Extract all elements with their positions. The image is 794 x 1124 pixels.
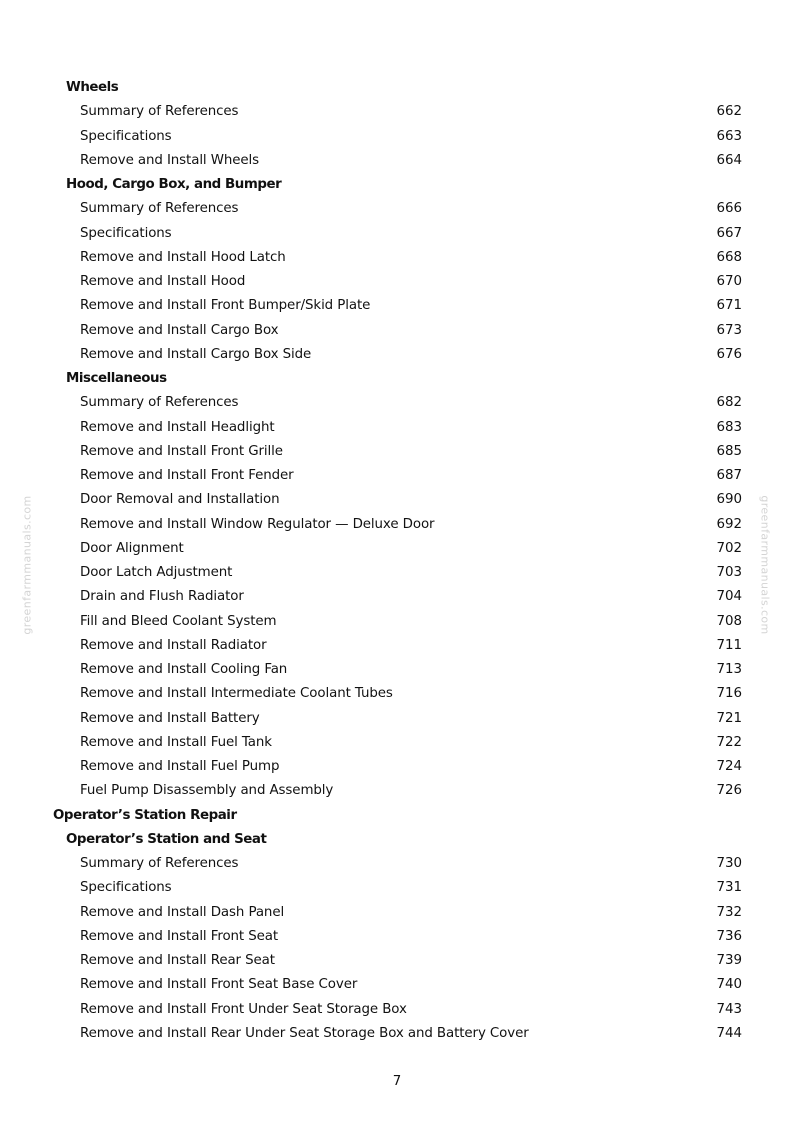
toc-entry[interactable] bbox=[0, 610, 794, 634]
toc-entry-page-number: 676 bbox=[716, 346, 742, 362]
toc-entry-title: Remove and Install Front Fender bbox=[80, 468, 294, 483]
toc-entry[interactable] bbox=[0, 973, 794, 997]
toc-entry-title: Summary of References bbox=[80, 201, 239, 217]
toc-entry[interactable] bbox=[0, 319, 794, 343]
toc-section-heading[interactable] bbox=[0, 828, 794, 852]
toc-entry[interactable] bbox=[0, 949, 794, 973]
toc-entry-title: Remove and Install Cooling Fan bbox=[80, 662, 288, 677]
toc-entry-title: Remove and Install Wheels bbox=[80, 152, 260, 168]
toc-entry-title: Fuel Pump Disassembly and Assembly bbox=[80, 783, 334, 799]
toc-section-heading[interactable] bbox=[0, 367, 794, 391]
toc-entry-page-number: 663 bbox=[716, 128, 742, 144]
watermark-right: greenfarmmanuals.com bbox=[758, 495, 772, 635]
toc-entry-page-number: 682 bbox=[716, 395, 742, 411]
toc-entry-title: Hood, Cargo Box, and Bumper bbox=[66, 177, 282, 192]
toc-entry-page-number: 704 bbox=[716, 589, 742, 605]
toc-entry[interactable] bbox=[0, 343, 794, 367]
toc-entry[interactable] bbox=[0, 634, 794, 658]
toc-entry-page-number: 702 bbox=[716, 540, 742, 556]
toc-entry[interactable] bbox=[0, 852, 794, 876]
toc-entry-title: Remove and Install Cargo Box bbox=[80, 322, 279, 338]
toc-entry[interactable] bbox=[0, 391, 794, 415]
toc-entry-page-number: 708 bbox=[716, 613, 742, 629]
toc-entry-page-number: 667 bbox=[716, 225, 742, 241]
toc-entry[interactable] bbox=[0, 513, 794, 537]
toc-entry-title: Summary of References bbox=[80, 104, 239, 120]
toc-entry[interactable] bbox=[0, 537, 794, 561]
toc-entry[interactable] bbox=[0, 731, 794, 755]
toc-entry-title: Operator’s Station and Seat bbox=[66, 831, 267, 847]
toc-entry[interactable] bbox=[0, 125, 794, 149]
toc-entry-title: Drain and Flush Radiator bbox=[80, 589, 244, 605]
toc-entry[interactable] bbox=[0, 100, 794, 124]
toc-entry[interactable] bbox=[0, 246, 794, 270]
toc-entry-page-number: 724 bbox=[716, 759, 742, 774]
toc-entry-page-number: 721 bbox=[716, 710, 742, 726]
toc-entry-title: Summary of References bbox=[80, 856, 239, 871]
toc-entry[interactable] bbox=[0, 416, 794, 440]
page-number: 7 bbox=[392, 1074, 402, 1089]
toc-entry-page-number: 711 bbox=[716, 637, 742, 653]
table-of-contents bbox=[0, 76, 794, 1046]
toc-entry-title: Remove and Install Dash Panel bbox=[80, 904, 285, 920]
toc-entry-title: Remove and Install Hood bbox=[80, 274, 246, 289]
toc-entry-page-number: 683 bbox=[716, 419, 742, 435]
toc-entry-title: Remove and Install Radiator bbox=[80, 637, 267, 653]
toc-entry-page-number: 713 bbox=[716, 662, 742, 677]
toc-entry[interactable] bbox=[0, 270, 794, 294]
toc-entry-title: Remove and Install Front Grille bbox=[80, 443, 283, 459]
toc-entry[interactable] bbox=[0, 779, 794, 803]
toc-entry[interactable] bbox=[0, 658, 794, 682]
toc-entry-page-number: 703 bbox=[716, 565, 742, 580]
toc-entry-title: Remove and Install Battery bbox=[80, 710, 260, 726]
toc-chapter-heading[interactable] bbox=[0, 804, 794, 828]
toc-entry[interactable] bbox=[0, 755, 794, 779]
toc-entry-page-number: 726 bbox=[716, 783, 742, 799]
toc-entry[interactable] bbox=[0, 222, 794, 246]
toc-entry-page-number: 730 bbox=[716, 856, 742, 871]
toc-entry-page-number: 739 bbox=[716, 953, 742, 968]
toc-entry[interactable] bbox=[0, 901, 794, 925]
toc-entry-page-number: 690 bbox=[716, 492, 742, 508]
toc-entry[interactable] bbox=[0, 1022, 794, 1046]
toc-entry[interactable] bbox=[0, 488, 794, 512]
toc-entry-title: Remove and Install Fuel Tank bbox=[80, 734, 272, 750]
toc-section-heading[interactable] bbox=[0, 76, 794, 100]
toc-entry-title: Remove and Install Window Regulator — Deluxe Door bbox=[80, 516, 435, 532]
toc-entry-page-number: 664 bbox=[716, 152, 742, 168]
toc-entry-title: Miscellaneous bbox=[66, 371, 167, 386]
toc-entry-page-number: 731 bbox=[716, 880, 742, 896]
toc-entry-title: Remove and Install Front Seat Base Cover bbox=[80, 977, 358, 993]
watermark-left: greenfarmmanuals.com bbox=[20, 495, 34, 635]
toc-entry-title: Remove and Install Headlight bbox=[80, 419, 275, 435]
toc-entry-page-number: 736 bbox=[716, 928, 742, 944]
toc-entry-title: Door Alignment bbox=[80, 540, 184, 556]
toc-entry[interactable] bbox=[0, 149, 794, 173]
toc-entry[interactable] bbox=[0, 464, 794, 488]
toc-entry-title: Remove and Install Hood Latch bbox=[80, 249, 286, 265]
toc-entry[interactable] bbox=[0, 998, 794, 1022]
toc-entry-page-number: 692 bbox=[716, 516, 742, 532]
toc-entry[interactable] bbox=[0, 682, 794, 706]
toc-entry[interactable] bbox=[0, 876, 794, 900]
toc-entry-page-number: 662 bbox=[716, 104, 742, 120]
toc-entry[interactable] bbox=[0, 294, 794, 318]
toc-entry-title: Door Removal and Installation bbox=[80, 492, 280, 508]
toc-entry-title: Remove and Install Front Seat bbox=[80, 928, 279, 944]
toc-entry-page-number: 740 bbox=[716, 977, 742, 993]
toc-entry-title: Summary of References bbox=[80, 395, 239, 411]
toc-entry[interactable] bbox=[0, 707, 794, 731]
toc-entry-title: Remove and Install Front Bumper/Skid Plate bbox=[80, 298, 371, 314]
toc-entry-page-number: 671 bbox=[716, 298, 742, 314]
toc-entry-title: Remove and Install Front Under Seat Storage Box bbox=[80, 1001, 407, 1017]
toc-entry-page-number: 743 bbox=[716, 1001, 742, 1017]
toc-entry[interactable] bbox=[0, 925, 794, 949]
toc-section-heading[interactable] bbox=[0, 173, 794, 197]
toc-entry[interactable] bbox=[0, 197, 794, 221]
toc-entry-title: Remove and Install Rear Under Seat Storage Box and Battery Cover bbox=[80, 1025, 529, 1041]
toc-entry-page-number: 744 bbox=[716, 1025, 742, 1041]
toc-entry-title: Door Latch Adjustment bbox=[80, 565, 233, 580]
toc-entry-page-number: 716 bbox=[716, 686, 742, 702]
toc-entry-page-number: 722 bbox=[716, 734, 742, 750]
toc-entry-title: Remove and Install Fuel Pump bbox=[80, 759, 280, 774]
toc-entry-title: Remove and Install Rear Seat bbox=[80, 953, 275, 968]
toc-entry-title: Wheels bbox=[66, 80, 119, 95]
toc-entry-page-number: 732 bbox=[716, 904, 742, 920]
toc-entry[interactable] bbox=[0, 440, 794, 464]
toc-entry-title: Operator’s Station Repair bbox=[53, 807, 237, 823]
toc-entry-page-number: 685 bbox=[716, 443, 742, 459]
toc-entry-title: Specifications bbox=[80, 225, 172, 241]
toc-entry-title: Remove and Install Intermediate Coolant Tubes bbox=[80, 686, 393, 702]
toc-entry-title: Specifications bbox=[80, 880, 172, 896]
toc-entry-title: Specifications bbox=[80, 128, 172, 144]
toc-entry[interactable] bbox=[0, 585, 794, 609]
toc-entry[interactable] bbox=[0, 561, 794, 585]
toc-entry-page-number: 668 bbox=[716, 249, 742, 265]
toc-entry-page-number: 687 bbox=[716, 468, 742, 483]
toc-entry-page-number: 666 bbox=[716, 201, 742, 217]
toc-entry-title: Fill and Bleed Coolant System bbox=[80, 613, 277, 629]
toc-entry-title: Remove and Install Cargo Box Side bbox=[80, 346, 312, 362]
toc-entry-page-number: 670 bbox=[716, 274, 742, 289]
toc-entry-page-number: 673 bbox=[716, 322, 742, 338]
